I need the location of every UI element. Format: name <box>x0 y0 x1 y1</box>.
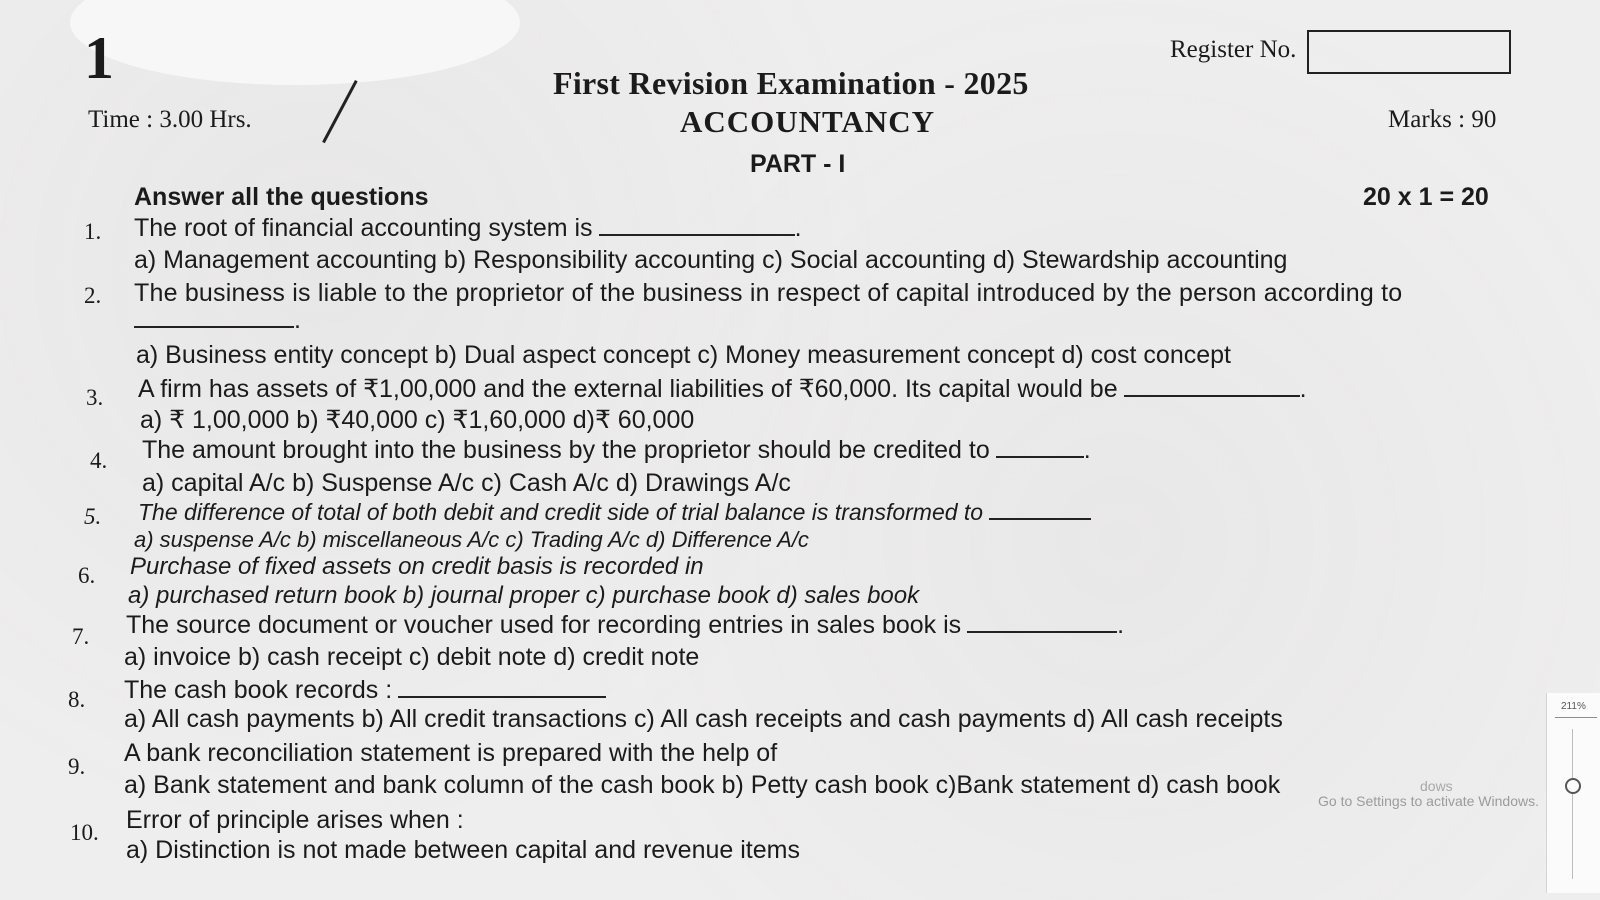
question-text: Purchase of fixed assets on credit basis is recorded in <box>130 553 704 580</box>
question-options: a) ₹ 1,00,000 b) ₹40,000 c) ₹1,60,000 d)₹ 60,000 <box>140 406 695 434</box>
corner-number: 1 <box>84 25 112 91</box>
question-options: a) Distinction is not made between capital and revenue items <box>126 836 800 864</box>
question-number: 1. <box>84 219 102 244</box>
question-number: 4. <box>90 448 108 473</box>
question-text: A bank reconciliation statement is prepared with the help of <box>124 739 778 767</box>
question-number: 2. <box>84 283 102 308</box>
subject-title: ACCOUNTANCY <box>680 104 935 139</box>
pen-mark <box>322 80 358 143</box>
question-options: a) Business entity concept b) Dual aspect concept c) Money measurement concept d) cost concept <box>136 341 1231 369</box>
question-number: 7. <box>72 624 90 649</box>
question-number: 3. <box>86 385 104 410</box>
marks-formula: 20 x 1 = 20 <box>1363 183 1489 211</box>
question-options: a) Bank statement and bank column of the cash book b) Petty cash book c)Bank statement d) cash book <box>124 771 1281 799</box>
question-blank: . <box>134 306 301 335</box>
question-text: The business is liable to the proprietor of the business in respect of capital introduced by the person according to <box>134 279 1403 307</box>
question-number: 5. <box>84 504 102 529</box>
question-text: A firm has assets of ₹1,00,000 and the external liabilities of ₹60,000. Its capital would be . <box>138 375 1307 403</box>
question-text: Error of principle arises when : <box>126 806 464 834</box>
part-heading: PART - I <box>750 150 846 178</box>
question-options: a) Management accounting b) Responsibility accounting c) Social accounting d) Stewardship accounting <box>134 246 1288 274</box>
question-number: 8. <box>68 687 86 712</box>
zoom-slider-knob[interactable] <box>1565 778 1581 794</box>
register-box <box>1307 30 1511 74</box>
marks-label: Marks : 90 <box>1388 106 1497 133</box>
zoom-slider-track[interactable] <box>1572 729 1573 879</box>
time-label: Time : 3.00 Hrs. <box>88 106 252 133</box>
instruction: Answer all the questions <box>134 183 429 211</box>
question-number: 9. <box>68 754 86 779</box>
question-text: The amount brought into the business by the proprietor should be credited to . <box>142 436 1091 464</box>
activation-watermark-fragment: dows <box>1420 778 1453 794</box>
question-number: 10. <box>70 820 99 845</box>
zoom-divider <box>1555 717 1597 718</box>
redaction-blob <box>70 0 520 85</box>
question-options: a) suspense A/c b) miscellaneous A/c c) Trading A/c d) Difference A/c <box>134 527 809 552</box>
question-options: a) invoice b) cash receipt c) debit note d) credit note <box>124 643 700 671</box>
question-number: 6. <box>78 563 96 588</box>
question-options: a) capital A/c b) Suspense A/c c) Cash A/c d) Drawings A/c <box>142 469 791 497</box>
register-label: Register No. <box>1170 36 1297 63</box>
question-text: The difference of total of both debit and credit side of trial balance is transformed to <box>138 499 1091 526</box>
question-options: a) All cash payments b) All credit transactions c) All cash receipts and cash payments d) All cash receipts <box>124 705 1283 733</box>
zoom-panel <box>1546 693 1600 893</box>
question-text: The root of financial accounting system is . <box>134 214 802 242</box>
question-text: The source document or voucher used for recording entries in sales book is . <box>126 611 1125 639</box>
zoom-level-label: 211% <box>1561 701 1586 712</box>
question-options: a) purchased return book b) journal proper c) purchase book d) sales book <box>128 582 920 609</box>
exam-title: First Revision Examination - 2025 <box>553 65 1029 101</box>
activation-watermark: Go to Settings to activate Windows. <box>1318 793 1539 809</box>
question-text: The cash book records : <box>124 676 606 705</box>
